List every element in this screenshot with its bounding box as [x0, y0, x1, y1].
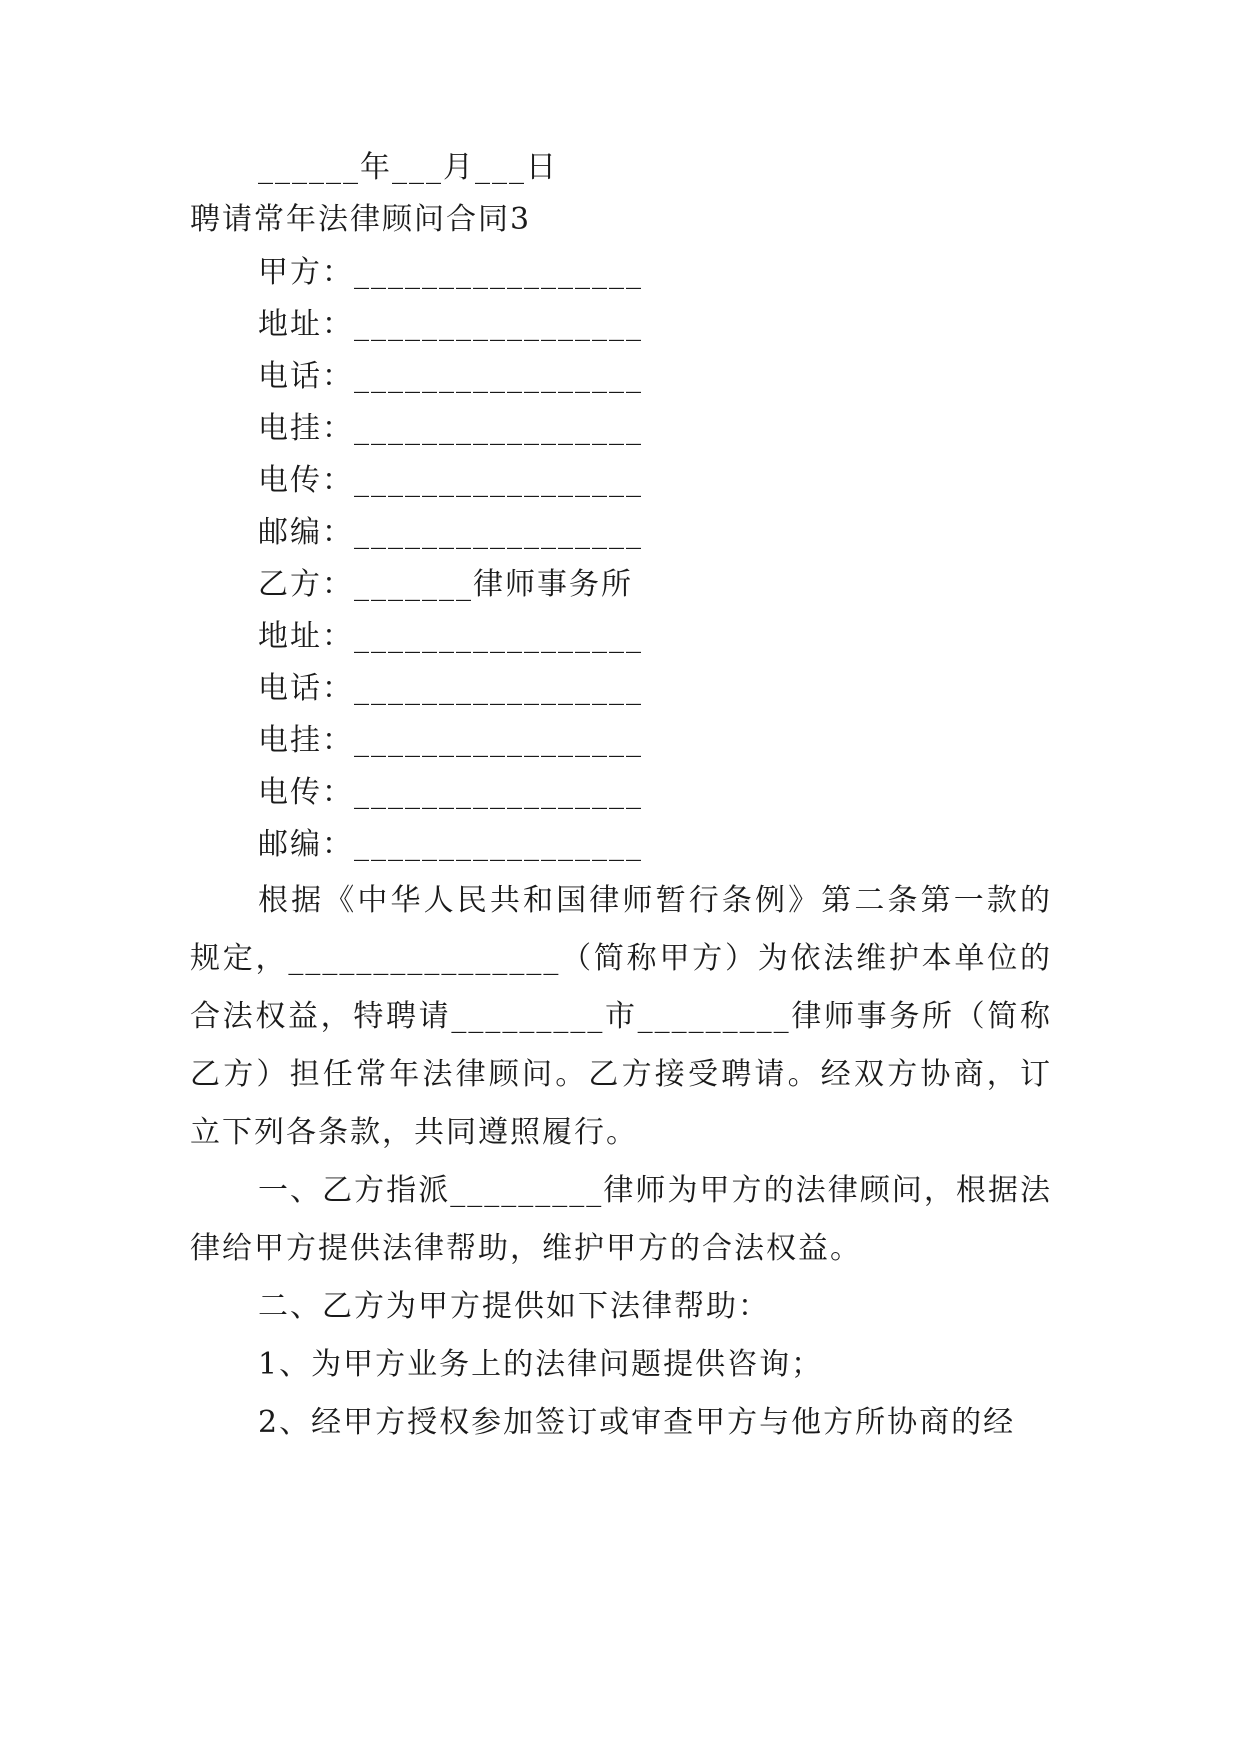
preamble-paragraph: 根据《中华人民共和国律师暂行条例》第二条第一款的规定，________________（简称甲方）为依法维护本单位的合法权益，特聘请_________市_________律师事务所（简称乙方）担任常年法律顾问。乙方接受聘请。经双方协商，订立下列各条款，共同遵照履行。	[190, 883, 1052, 1150]
party-b-cable-field: 电挂：_________________	[258, 723, 643, 758]
party-b-postcode-field: 邮编：_________________	[258, 827, 643, 862]
party-a-fax-field: 电传：_________________	[258, 463, 643, 498]
clause-2-item-1: 1、为甲方业务上的法律问题提供咨询；	[258, 1347, 824, 1382]
party-b-address-field: 地址：_________________	[258, 619, 643, 654]
party-a-name-field: 甲方：_________________	[258, 255, 643, 290]
clause-1-paragraph: 一、乙方指派_________律师为甲方的法律顾问，根据法律给甲方提供法律帮助，维护甲方的合法权益。	[190, 1173, 1052, 1266]
contract-title: 聘请常年法律顾问合同3	[190, 202, 532, 237]
party-a-cable-field: 电挂：_________________	[258, 411, 643, 446]
clause-2-paragraph: 二、乙方为甲方提供如下法律帮助：	[258, 1289, 770, 1324]
party-b-fax-field: 电传：_________________	[258, 775, 643, 810]
party-a-address-field: 地址：_________________	[258, 307, 643, 342]
party-b-name-field: 乙方：_______律师事务所	[258, 567, 633, 602]
party-a-postcode-field: 邮编：_________________	[258, 515, 643, 550]
party-a-phone-field: 电话：_________________	[258, 359, 643, 394]
party-b-phone-field: 电话：_________________	[258, 671, 643, 706]
clause-2-item-2: 2、经甲方授权参加签订或审查甲方与他方所协商的经	[258, 1405, 1016, 1440]
date-line: ______年___月___日	[258, 150, 558, 185]
